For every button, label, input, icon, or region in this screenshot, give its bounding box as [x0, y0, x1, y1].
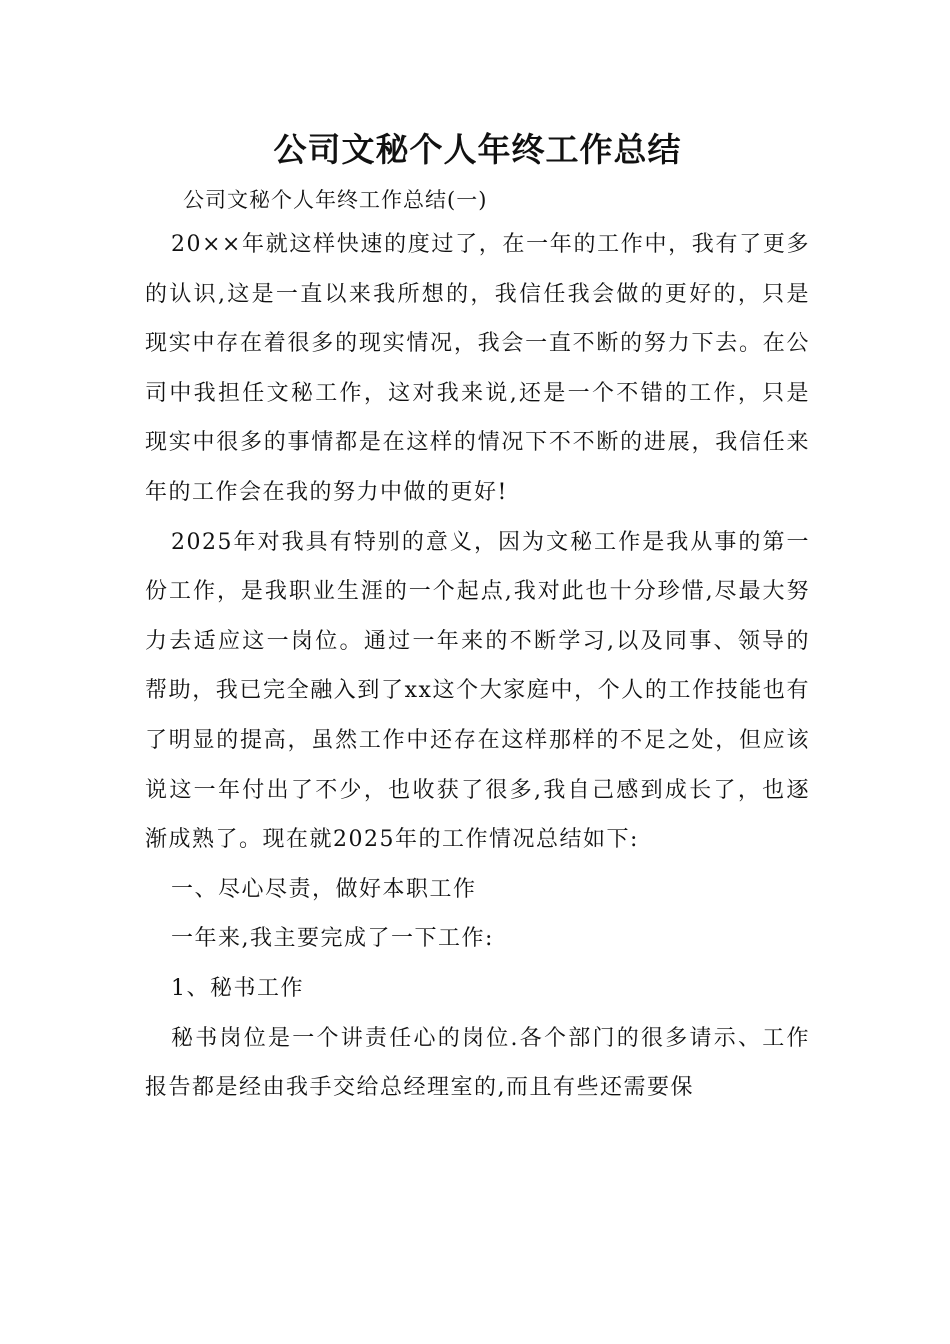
document-title: 公司文秘个人年终工作总结: [273, 130, 682, 169]
paragraph-2025: 2025年对我具有特别的意义，因为文秘工作是我从事的第一份工作，是我职业生涯的一个起点,我对此也十分珍惜,尽最大努力去适应这一岗位。通过一年来的不断学习,以及同事、领导的帮助，我已完全融入到了xx这个大家庭中，个人的工作技能也有了明显的提高，虽然工作中还存在这样那样的不足之处，但应该说这一年付出了不少，也收获了很多,我自己感到成长了，也逐渐成熟了。现在就2025年的工作情况总结如下:: [145, 529, 810, 853]
paragraph-intro: 20××年就这样快速的度过了，在一年的工作中，我有了更多的认识,这是一直以来我所想的，我信任我会做的更好的，只是现实中存在着很多的现实情况，我会一直不断的努力下去。在公司中我担任文秘工作，这对我来说,还是一个不错的工作，只是现实中很多的事情都是在这样的情况下不不断的进展，我信任来年的工作会在我的努力中做的更好!: [145, 232, 810, 505]
document-page: [145, 120, 810, 1113]
section-intro-1: 一年来,我主要完成了一下工作:: [171, 926, 494, 952]
section-heading-1: 一、尽心尽责，做好本职工作: [171, 876, 477, 902]
document-subtitle: 公司文秘个人年终工作总结(一): [183, 188, 488, 212]
item-heading-1: 1、秘书工作: [171, 975, 304, 1001]
item-text-1: 秘书岗位是一个讲责任心的岗位.各个部门的很多请示、工作报告都是经由我手交给总经理室的,而且有些还需要保: [145, 1025, 810, 1101]
